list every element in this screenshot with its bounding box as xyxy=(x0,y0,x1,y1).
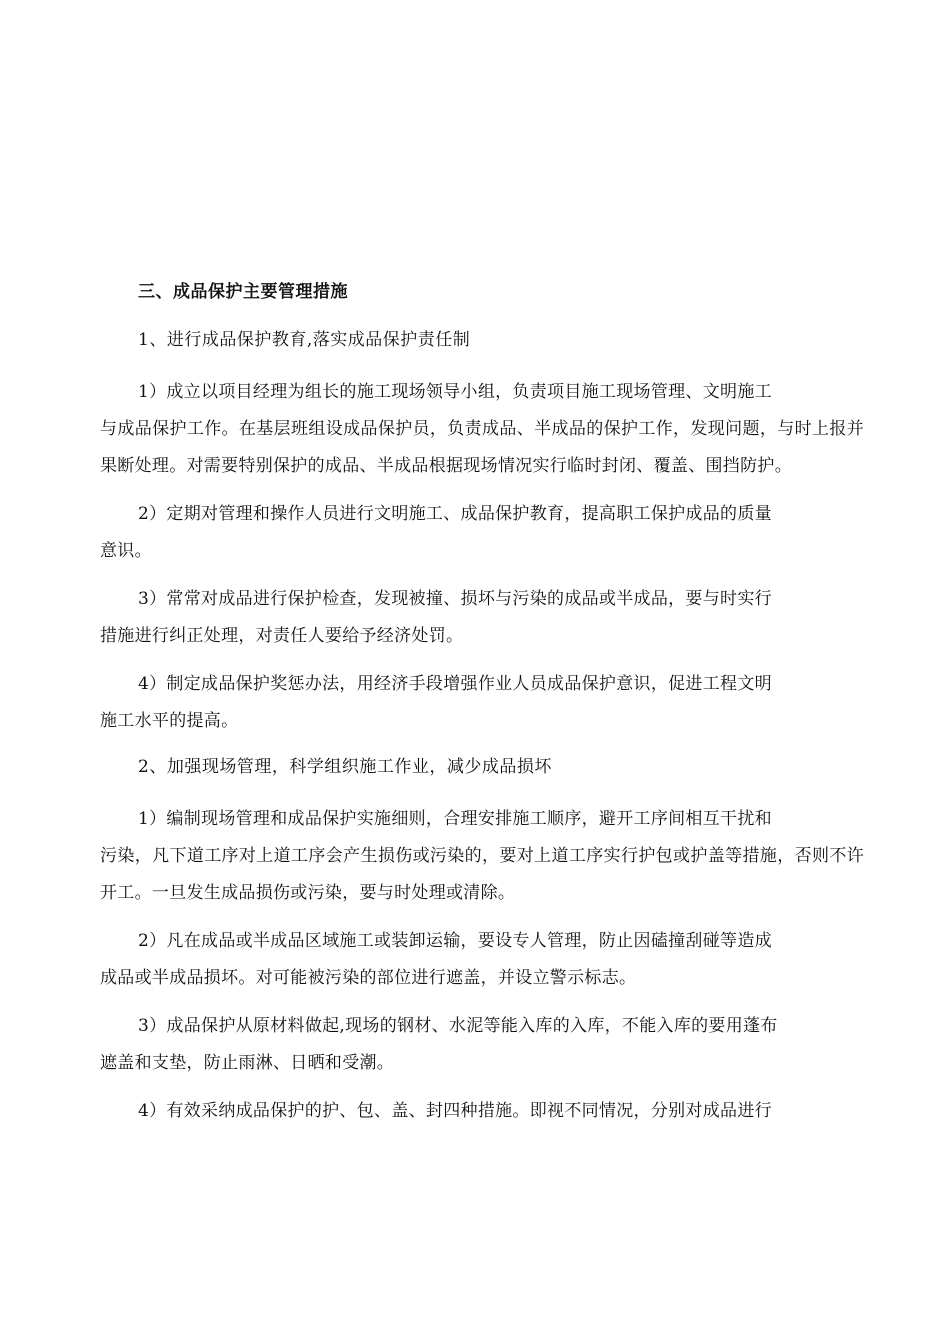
subsection-title-2: 2、加强现场管理，科学组织施工作业，减少成品损坏 xyxy=(138,757,552,777)
paragraph-rest: 施工水平的提高。 xyxy=(100,711,239,731)
paragraph-lead: 2）凡在成品或半成品区域施工或装卸运输，要设专人管理，防止因磕撞刮碰等造成 xyxy=(138,931,772,951)
paragraph-2-4 xyxy=(138,1093,864,1130)
paragraph-rest: 与成品保护工作。在基层班组设成品保护员，负责成品、半成品的保护工作，发现问题，与时上报并果断处理。对需要特别保护的成品、半成品根据现场情况实行临时封闭、覆盖、围挡防护。 xyxy=(100,419,864,476)
subsection-title-1: 1、进行成品保护教育,落实成品保护责任制 xyxy=(138,330,471,350)
document-body xyxy=(100,276,864,1141)
paragraph-2-3 xyxy=(100,1008,864,1082)
paragraph-lead: 2）定期对管理和操作人员进行文明施工、成品保护教育，提高职工保护成品的质量 xyxy=(138,504,772,524)
paragraph-lead: 4）制定成品保护奖惩办法，用经济手段增强作业人员成品保护意识，促进工程文明 xyxy=(138,674,772,694)
paragraph-1-3 xyxy=(100,581,864,655)
paragraph-rest: 遮盖和支垫，防止雨淋、日晒和受潮。 xyxy=(100,1053,395,1073)
paragraph-1-2 xyxy=(100,496,864,570)
paragraph-lead: 4）有效采纳成品保护的护、包、盖、封四种措施。即视不同情况，分别对成品进行 xyxy=(138,1101,772,1121)
section-heading: 三、成品保护主要管理措施 xyxy=(138,282,348,302)
paragraph-1-1 xyxy=(100,374,864,485)
paragraph-2-1 xyxy=(100,801,864,912)
paragraph-lead: 1）编制现场管理和成品保护实施细则，合理安排施工顺序，避开工序间相互干扰和 xyxy=(138,809,772,829)
paragraph-lead: 1）成立以项目经理为组长的施工现场领导小组，负责项目施工现场管理、文明施工 xyxy=(138,382,772,402)
paragraph-rest: 意识。 xyxy=(100,541,152,561)
paragraph-rest: 措施进行纠正处理，对责任人要给予经济处罚。 xyxy=(100,626,464,646)
paragraph-lead: 3）常常对成品进行保护检查，发现被撞、损坏与污染的成品或半成品，要与时实行 xyxy=(138,589,772,609)
paragraph-rest: 污染，凡下道工序对上道工序会产生损伤或污染的，要对上道工序实行护包或护盖等措施，否则不许开工。一旦发生成品损伤或污染，要与时处理或清除。 xyxy=(100,846,864,903)
paragraph-lead: 3）成品保护从原材料做起,现场的钢材、水泥等能入库的入库，不能入库的要用蓬布 xyxy=(138,1016,778,1036)
paragraph-1-4 xyxy=(100,666,864,740)
paragraph-2-2 xyxy=(100,923,864,997)
paragraph-rest: 成品或半成品损坏。对可能被污染的部位进行遮盖，并设立警示标志。 xyxy=(100,968,637,988)
